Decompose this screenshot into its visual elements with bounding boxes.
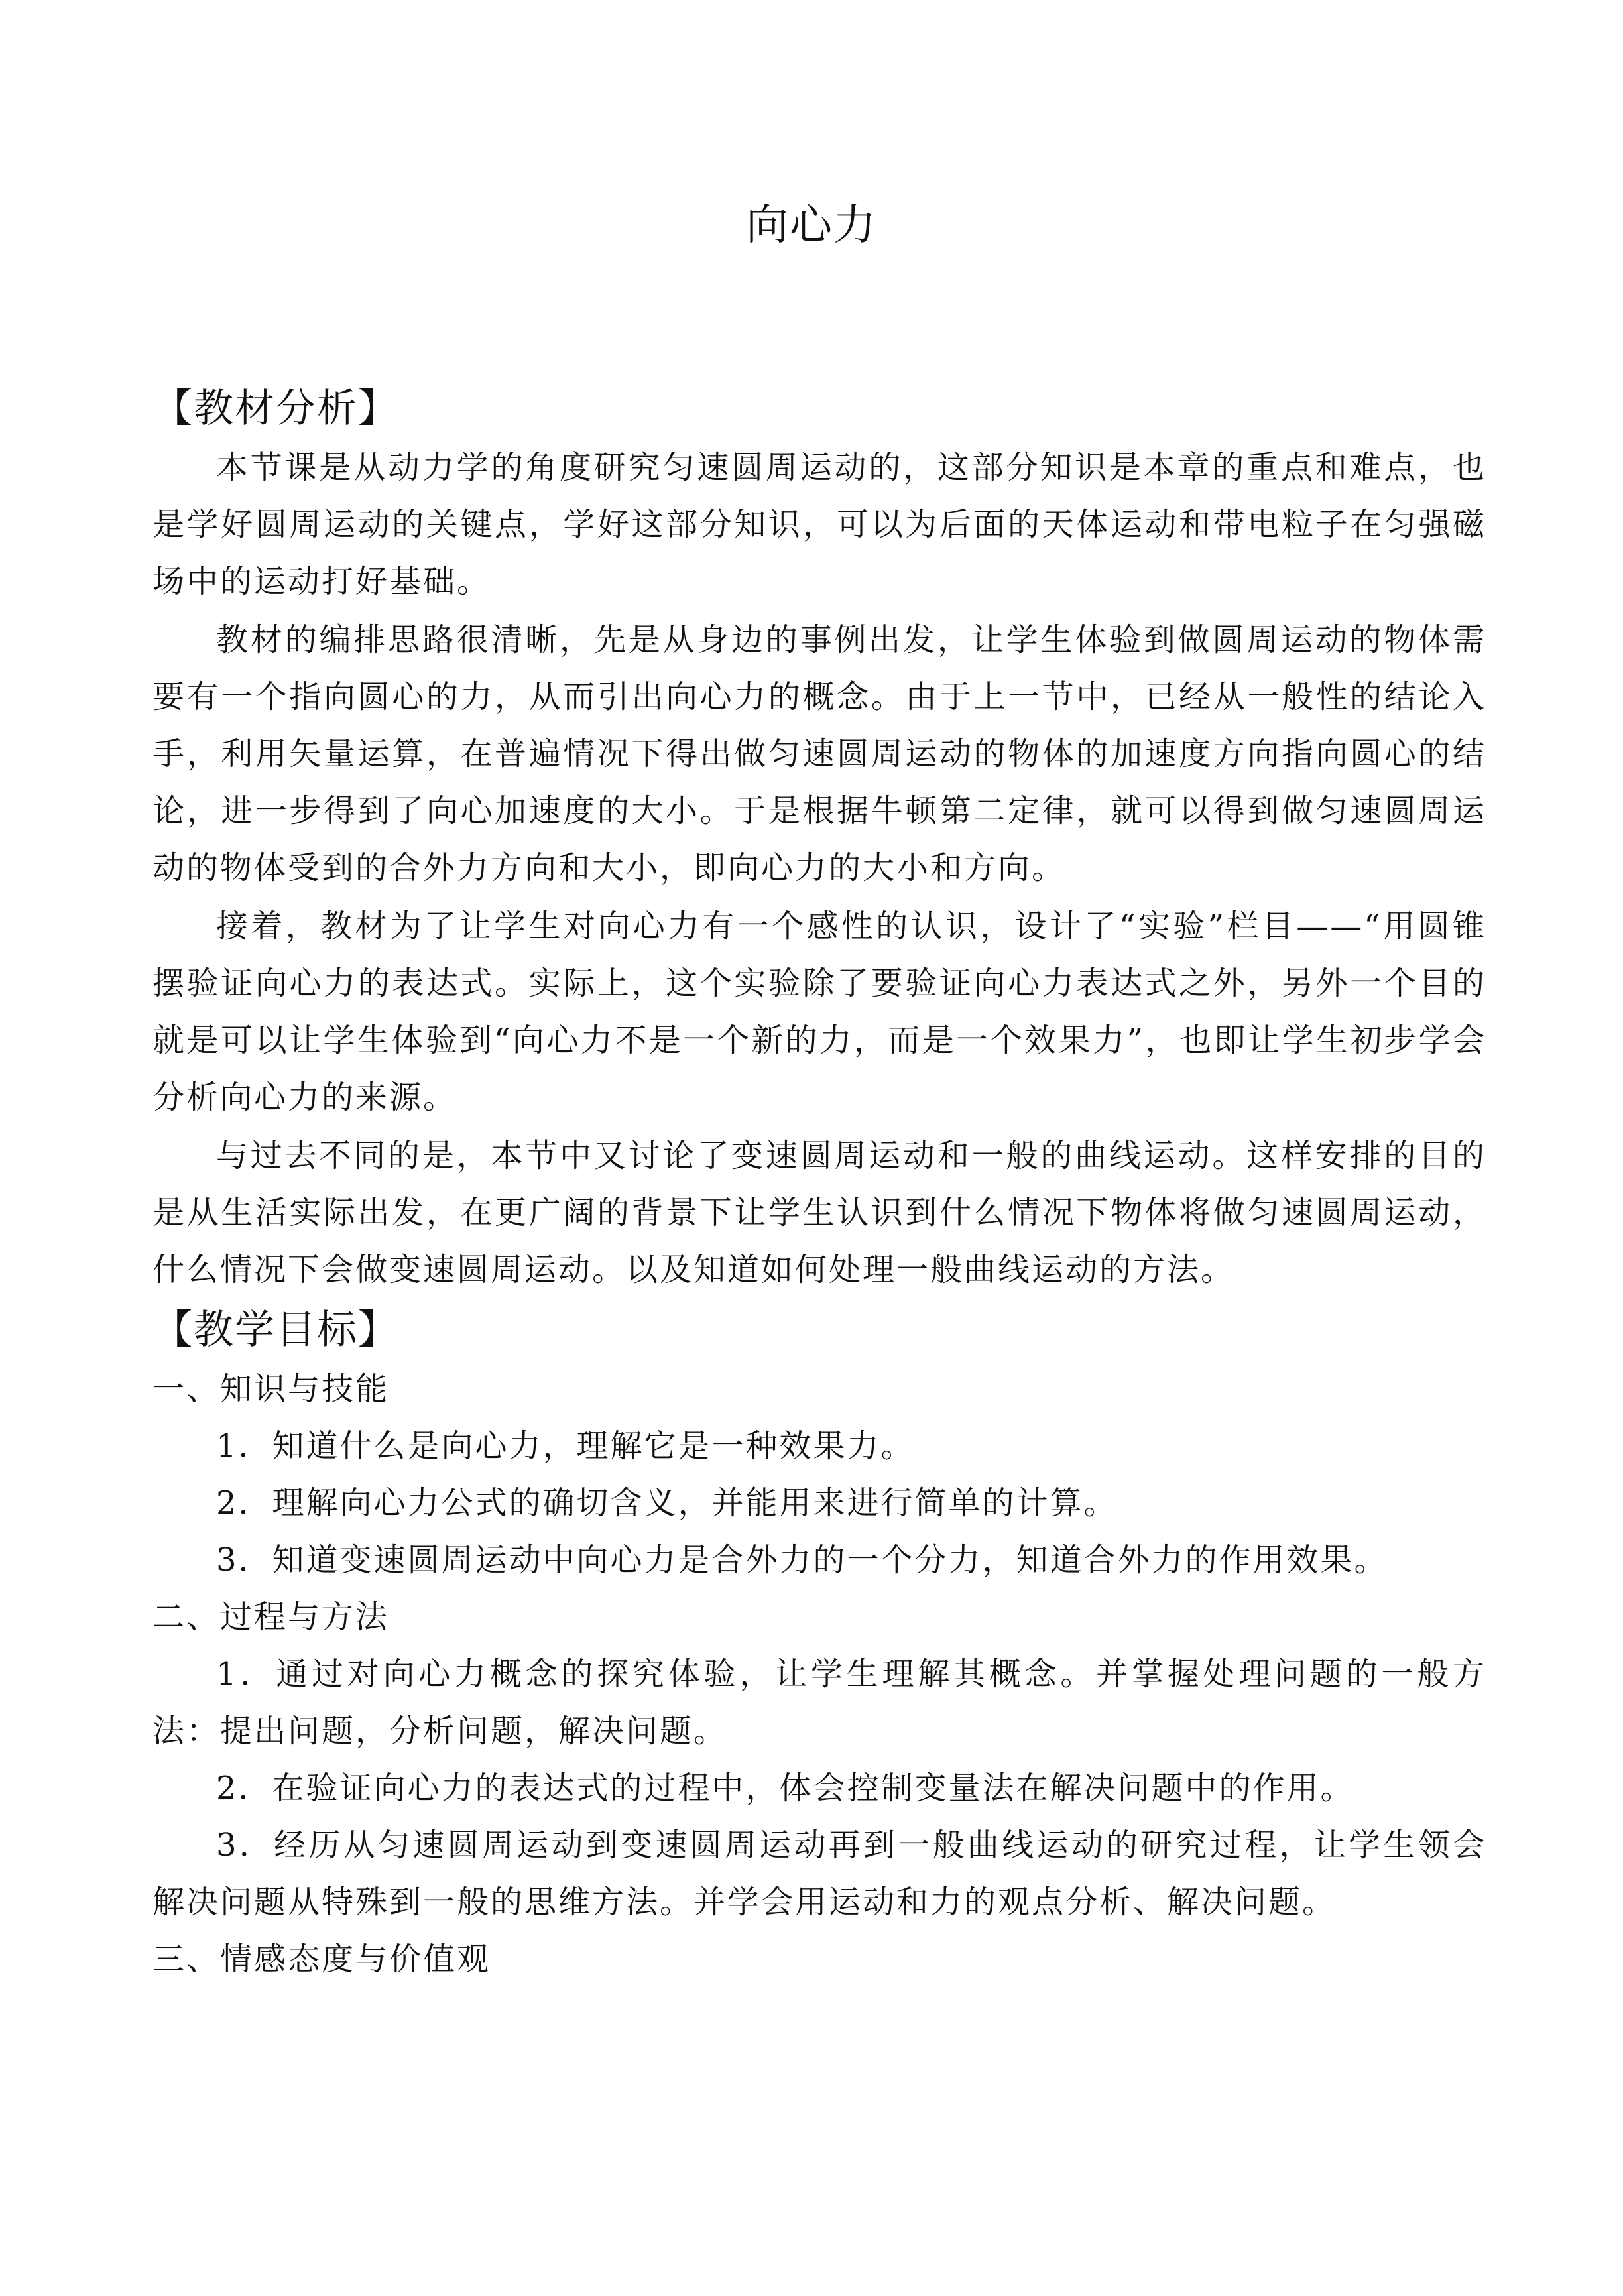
objective-knowledge-item-1: 1．知道什么是向心力，理解它是一种效果力。 [216,1427,915,1465]
objective-process-item-3: 3．经历从匀速圆周运动到变速圆周运动再到一般曲线运动的研究过程，让学生领会解决问题从特殊到一般的思维方法。并学会用运动和力的观点分析、解决问题。 [152,1827,1486,1921]
objective-knowledge-item-2: 2．理解向心力公式的确切含义，并能用来进行简单的计算。 [216,1484,1118,1522]
objective-process-item-1: 1．通过对向心力概念的探究体验，让学生理解其概念。并掌握处理问题的一般方法：提出问题，分析问题，解决问题。 [152,1656,1486,1750]
objective-knowledge-item-3: 3．知道变速圆周运动中向心力是合外力的一个分力，知道合外力的作用效果。 [216,1541,1388,1579]
section-heading-objectives: 【教学目标】 [152,1307,399,1353]
analysis-paragraph-3: 接着，教材为了让学生对向心力有一个感性的认识，设计了“实验”栏目——“用圆锥摆验证向心力的表达式。实际上，这个实验除了要验证向心力表达式之外，另外一个目的就是可以让学生体验到“向心力不是一个新的力，而是一个效果力”，也即让学生初步学会分析向心力的来源。 [152,908,1486,1116]
analysis-paragraph-4: 与过去不同的是，本节中又讨论了变速圆周运动和一般的曲线运动。这样安排的目的是从生活实际出发，在更广阔的背景下让学生认识到什么情况下物体将做匀速圆周运动，什么情况下会做变速圆周运动。以及知道如何处理一般曲线运动的方法。 [152,1137,1486,1288]
objective-group-process-title: 二、过程与方法 [152,1599,390,1636]
objective-process-item-2: 2．在验证向心力的表达式的过程中，体会控制变量法在解决问题中的作用。 [216,1770,1354,1807]
document-title: 向心力 [746,201,877,250]
analysis-paragraph-1: 本节课是从动力学的角度研究匀速圆周运动的，这部分知识是本章的重点和难点，也是学好圆周运动的关键点，学好这部分知识，可以为后面的天体运动和带电粒子在匀强磁场中的运动打好基础。 [152,449,1486,600]
section-heading-analysis: 【教材分析】 [152,385,399,432]
objective-group-attitude-title: 三、情感态度与价值观 [152,1941,491,1978]
analysis-paragraph-2: 教材的编排思路很清晰，先是从身边的事例出发，让学生体验到做圆周运动的物体需要有一个指向圆心的力，从而引出向心力的概念。由于上一节中，已经从一般性的结论入手，利用矢量运算，在普遍情况下得出做匀速圆周运动的物体的加速度方向指向圆心的结论，进一步得到了向心加速度的大小。于是根据牛顿第二定律，就可以得到做匀速圆周运动的物体受到的合外力方向和大小，即向心力的大小和方向。 [152,621,1486,886]
document-body [152,378,1486,1988]
objective-group-knowledge-title: 一、知识与技能 [152,1370,390,1408]
